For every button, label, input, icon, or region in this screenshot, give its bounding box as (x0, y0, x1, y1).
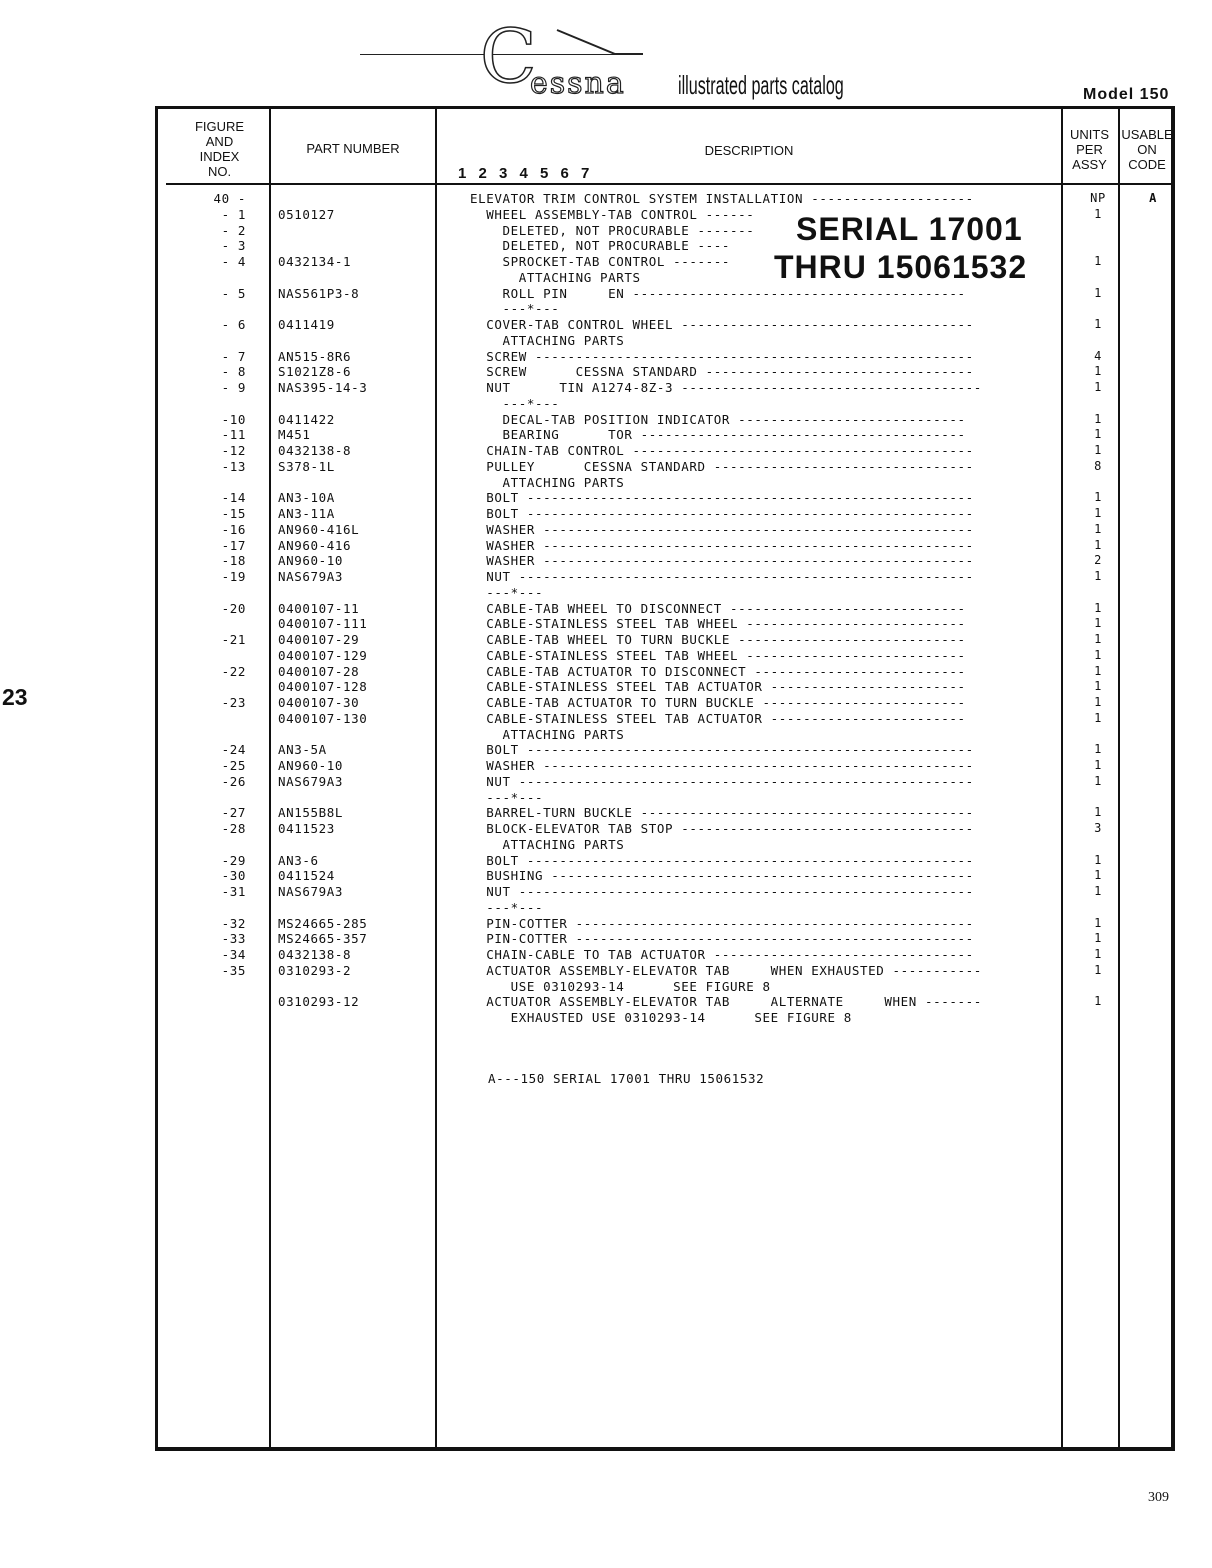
part-number: 0400107-128 (278, 679, 368, 695)
description: PIN-COTTER ------------------------------------------------- (470, 915, 974, 931)
part-number: NAS679A3 (278, 773, 344, 789)
description: CABLE-TAB ACTUATOR TO TURN BUCKLE ------------------------- (470, 695, 966, 710)
description: ATTACHING PARTS (470, 269, 641, 285)
description: CABLE-STAINLESS STEEL TAB ACTUATOR ------------------------ (470, 679, 966, 695)
units-per-assy: 4 (1094, 348, 1102, 363)
description: ACTUATOR ASSEMBLY-ELEVATOR TAB WHEN EXHAUSTED ----------- (470, 962, 982, 978)
part-number: 0411419 (278, 317, 335, 332)
description: WASHER ----------------------------------------------------- (470, 537, 974, 553)
col-divider-figure (269, 109, 271, 1447)
page-number: 309 (1148, 1490, 1169, 1505)
part-number: NAS679A3 (278, 569, 344, 584)
index-number: - 6 (221, 317, 246, 332)
units-per-assy: 1 (1094, 490, 1102, 505)
units-per-assy: 1 (1094, 632, 1102, 646)
col-divider-part (435, 109, 437, 1447)
index-number: -30 (221, 868, 246, 884)
part-number: 0400107-29 (278, 632, 360, 647)
part-number: 0400107-129 (278, 647, 368, 663)
units-per-assy: 1 (1094, 695, 1102, 709)
units-per-assy: 1 (1094, 773, 1102, 788)
description: BEARING TOR ---------------------------------------- (470, 427, 966, 443)
part-number: M451 (278, 427, 311, 443)
index-number: 40 - (213, 191, 246, 206)
units-per-assy: 1 (1094, 206, 1102, 221)
description: WASHER ----------------------------------------------------- (470, 521, 974, 537)
units-per-assy: 1 (1094, 537, 1102, 552)
index-number: - 9 (221, 380, 246, 395)
usable-code: A (1149, 191, 1157, 205)
catalog-title: illustrated parts catalog (678, 70, 844, 100)
index-number: -11 (221, 427, 246, 443)
part-number: 0432138-8 (278, 947, 352, 962)
part-number: AN3-5A (278, 742, 327, 758)
header-usable: USABLE ON CODE (1121, 127, 1173, 172)
index-number: -25 (221, 758, 246, 773)
units-per-assy: 1 (1094, 962, 1102, 977)
description: BOLT ------------------------------------------------------- (470, 490, 974, 506)
description: EXHAUSTED USE 0310293-14 SEE FIGURE 8 (470, 1010, 852, 1025)
part-number: MS24665-357 (278, 931, 368, 947)
description: ---*--- (470, 301, 560, 317)
units-per-assy: 1 (1094, 364, 1102, 379)
description: PIN-COTTER ------------------------------------------------- (470, 931, 974, 947)
units-per-assy: 1 (1094, 600, 1102, 615)
description: ---*--- (470, 584, 544, 600)
units-per-assy: 1 (1094, 317, 1102, 331)
index-number: -12 (221, 443, 246, 458)
index-number: -31 (221, 884, 246, 899)
index-number: -33 (221, 931, 246, 947)
description: BOLT ------------------------------------------------------- (470, 506, 974, 521)
units-per-assy: 1 (1094, 380, 1102, 394)
index-number: -34 (221, 947, 246, 962)
units-per-assy: 1 (1094, 742, 1102, 757)
units-per-assy: 8 (1094, 458, 1102, 473)
index-number: - 2 (221, 222, 246, 238)
units-per-assy: 1 (1094, 710, 1102, 725)
index-number: -14 (221, 490, 246, 506)
units-per-assy: 1 (1094, 884, 1102, 898)
index-number: -15 (221, 506, 246, 521)
description: DELETED, NOT PROCURABLE ---- (470, 238, 731, 254)
description: ROLL PIN EN ----------------------------------------- (470, 285, 966, 301)
index-number: -23 (221, 695, 246, 710)
part-number: NAS395-14-3 (278, 380, 368, 395)
index-number: - 8 (221, 364, 246, 380)
description: CABLE-STAINLESS STEEL TAB ACTUATOR ------------------------ (470, 710, 966, 726)
serial-stamp (774, 210, 1029, 286)
index-number: -29 (221, 852, 246, 868)
description: WASHER ----------------------------------------------------- (470, 758, 974, 773)
part-number: AN960-10 (278, 553, 344, 569)
index-number: -27 (221, 805, 246, 821)
units-per-assy: 1 (1094, 506, 1102, 520)
part-number: AN3-6 (278, 852, 319, 868)
index-number: -35 (221, 962, 246, 978)
part-number: S378-1L (278, 458, 335, 474)
part-number: 0400107-28 (278, 663, 360, 679)
description: DECAL-TAB POSITION INDICATOR ---------------------------- (470, 411, 966, 427)
description: NUT TIN A1274-8Z-3 ------------------------------------- (470, 380, 982, 395)
units-per-assy: 1 (1094, 254, 1102, 268)
index-number: -22 (221, 663, 246, 679)
index-number: -19 (221, 569, 246, 584)
index-number: - 1 (221, 206, 246, 222)
units-per-assy: 2 (1094, 553, 1102, 568)
index-number: -10 (221, 411, 246, 427)
description: PULLEY CESSNA STANDARD -------------------------------- (470, 458, 974, 474)
units-per-assy: 1 (1094, 852, 1102, 867)
description: CABLE-STAINLESS STEEL TAB WHEEL --------------------------- (470, 647, 966, 663)
units-per-assy: 3 (1094, 821, 1102, 835)
description: ATTACHING PARTS (470, 474, 625, 490)
index-number: -32 (221, 915, 246, 931)
description: CABLE-TAB WHEEL TO TURN BUCKLE ---------------------------- (470, 632, 966, 647)
part-number: AN515-8R6 (278, 348, 352, 364)
serial-stamp-line2: THRU 15061532 (774, 249, 1028, 285)
description: BLOCK-ELEVATOR TAB STOP ------------------------------------ (470, 821, 974, 836)
index-number: -16 (221, 521, 246, 537)
description: ATTACHING PARTS (470, 726, 625, 742)
part-number: 0411523 (278, 821, 335, 836)
description: COVER-TAB CONTROL WHEEL ------------------------------------ (470, 317, 974, 332)
col-divider-desc (1061, 109, 1063, 1447)
part-number: 0400107-30 (278, 695, 360, 710)
index-number: -26 (221, 773, 246, 789)
description: BUSHING ---------------------------------------------------- (470, 868, 974, 884)
units-per-assy: 1 (1094, 616, 1102, 631)
index-number: -17 (221, 537, 246, 553)
units-per-assy: 1 (1094, 931, 1102, 946)
description: ---*--- (470, 899, 544, 915)
index-number: -20 (221, 600, 246, 616)
logo-letter: C (480, 14, 537, 100)
description: BOLT ------------------------------------------------------- (470, 742, 974, 758)
description: SCREW ------------------------------------------------------ (470, 348, 974, 364)
part-number: AN960-10 (278, 758, 344, 773)
units-per-assy: 1 (1094, 915, 1102, 930)
header-figure: FIGURE AND INDEX NO. (194, 119, 245, 179)
description: ELEVATOR TRIM CONTROL SYSTEM INSTALLATION -------------------- (470, 191, 974, 206)
description: USE 0310293-14 SEE FIGURE 8 (470, 978, 771, 994)
serial-stamp-line1: SERIAL 17001 (794, 210, 1029, 248)
units-per-assy: 1 (1094, 679, 1102, 694)
description: CABLE-TAB ACTUATOR TO DISCONNECT -------------------------- (470, 663, 966, 679)
part-number: 0310293-12 (278, 994, 360, 1010)
index-number: - 5 (221, 285, 246, 301)
part-number: S1021Z8-6 (278, 364, 352, 380)
description: ACTUATOR ASSEMBLY-ELEVATOR TAB ALTERNATE WHEN ------- (470, 994, 982, 1010)
model-label: Model 150 (1083, 86, 1170, 103)
units-per-assy: 1 (1094, 427, 1102, 442)
index-number: -13 (221, 458, 246, 474)
index-number: -21 (221, 632, 246, 647)
units-per-assy: 1 (1094, 285, 1102, 300)
index-number: -24 (221, 742, 246, 758)
units-per-assy: 1 (1094, 443, 1102, 457)
index-number: - 4 (221, 254, 246, 269)
part-number: 0432134-1 (278, 254, 352, 269)
index-number: - 3 (221, 238, 246, 254)
part-number: 0510127 (278, 206, 335, 222)
description: DELETED, NOT PROCURABLE ------- (470, 222, 755, 238)
index-number: - 7 (221, 348, 246, 364)
description: ---*--- (470, 789, 544, 805)
description: ---*--- (470, 395, 560, 411)
part-number: AN3-10A (278, 490, 335, 506)
description: NUT -------------------------------------------------------- (470, 569, 974, 584)
parts-table (155, 106, 1175, 1451)
index-number: -28 (221, 821, 246, 836)
header-description: DESCRIPTION (704, 143, 794, 158)
units-per-assy: 1 (1094, 663, 1102, 678)
description: CHAIN-TAB CONTROL ------------------------------------------ (470, 443, 974, 458)
header-units: UNITS PER ASSY (1070, 127, 1109, 172)
description: WHEEL ASSEMBLY-TAB CONTROL ------ (470, 206, 755, 222)
units-per-assy: 1 (1094, 569, 1102, 583)
cessna-logo (360, 14, 880, 108)
part-number: NAS561P3-8 (278, 285, 360, 301)
part-number: 0400107-130 (278, 710, 368, 726)
header-divider (166, 183, 1171, 185)
units-per-assy: 1 (1094, 994, 1102, 1009)
part-number: AN960-416 (278, 537, 352, 553)
index-number: -18 (221, 553, 246, 569)
description: CABLE-STAINLESS STEEL TAB WHEEL --------------------------- (470, 616, 966, 632)
part-number: 0411524 (278, 868, 335, 884)
part-number: 0400107-11 (278, 600, 360, 616)
units-per-assy: 1 (1094, 805, 1102, 820)
footnote: A---150 SERIAL 17001 THRU 15061532 (488, 1071, 765, 1086)
part-number: AN3-11A (278, 506, 335, 521)
part-number: 0310293-2 (278, 962, 352, 978)
logo-swoosh-icon (555, 28, 645, 58)
part-number: 0432138-8 (278, 443, 352, 458)
side-tab-number: 23 (2, 684, 28, 710)
logo-word: essna (530, 66, 626, 101)
description: SCREW CESSNA STANDARD --------------------------------- (470, 364, 974, 380)
part-number: AN960-416L (278, 521, 360, 537)
part-number: 0411422 (278, 411, 335, 427)
units-per-assy: 1 (1094, 947, 1102, 961)
units-per-assy: 1 (1094, 411, 1102, 426)
part-number: 0400107-111 (278, 616, 368, 632)
description: CHAIN-CABLE TO TAB ACTUATOR -------------------------------- (470, 947, 974, 962)
description: NUT -------------------------------------------------------- (470, 773, 974, 789)
part-number: NAS679A3 (278, 884, 344, 899)
units-per-assy: 1 (1094, 868, 1102, 883)
header-indent-levels: 1 2 3 4 5 6 7 (458, 165, 594, 182)
units-per-assy: 1 (1094, 521, 1102, 536)
units-per-assy: 1 (1094, 758, 1102, 772)
description: BARREL-TURN BUCKLE ----------------------------------------- (470, 805, 974, 821)
description: ATTACHING PARTS (470, 332, 625, 348)
description: ATTACHING PARTS (470, 836, 625, 852)
units-per-assy: NP (1090, 191, 1106, 205)
description: WASHER ----------------------------------------------------- (470, 553, 974, 569)
header-part-number: PART NUMBER (306, 141, 400, 156)
description: BOLT ------------------------------------------------------- (470, 852, 974, 868)
units-per-assy: 1 (1094, 647, 1102, 662)
description: CABLE-TAB WHEEL TO DISCONNECT ----------------------------- (470, 600, 966, 616)
description: SPROCKET-TAB CONTROL ------- (470, 254, 731, 269)
description: NUT -------------------------------------------------------- (470, 884, 974, 899)
part-number: AN155B8L (278, 805, 344, 821)
part-number: MS24665-285 (278, 915, 368, 931)
